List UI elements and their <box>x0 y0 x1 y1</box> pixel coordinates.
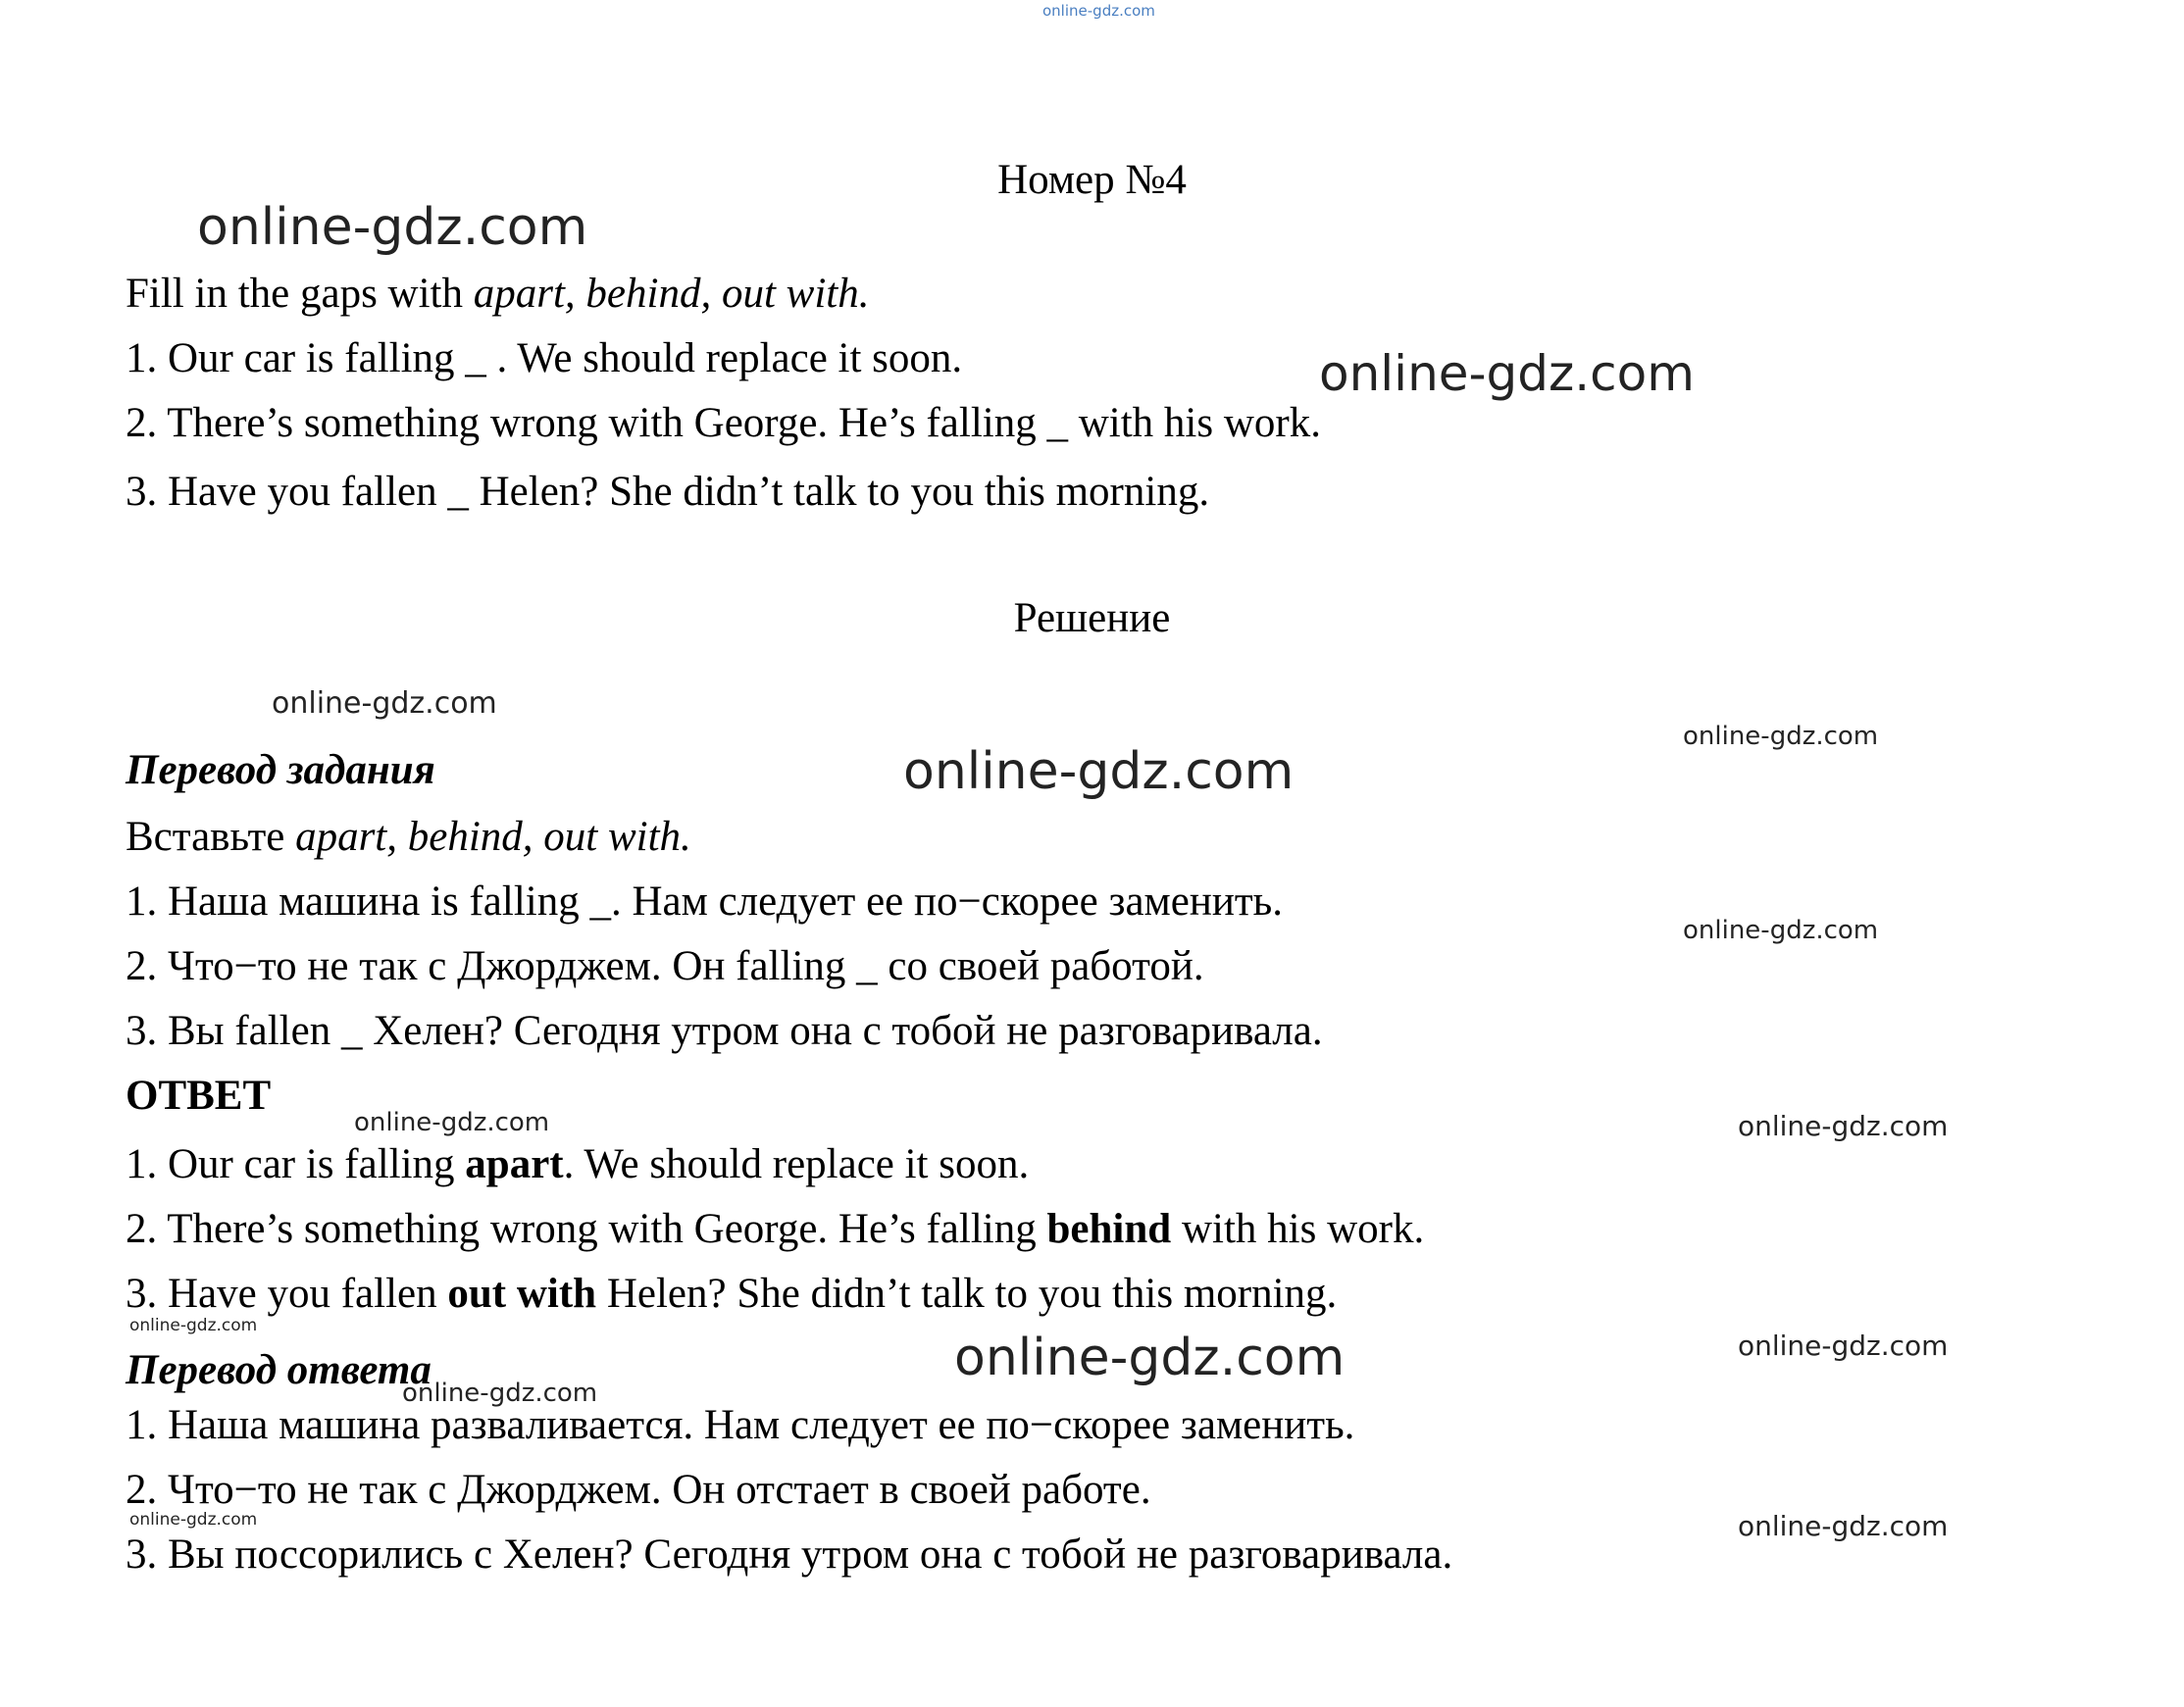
answer-item-2-before: 2. There’s something wrong with George. He’s falling <box>126 1206 1047 1252</box>
translation-instruction-italic: apart, behind, out with. <box>295 814 691 860</box>
watermark-top: online-gdz.com <box>1042 2 1155 20</box>
answer-item-1-after: . We should replace it soon. <box>563 1141 1030 1187</box>
watermark-8: online-gdz.com <box>1738 1110 1949 1142</box>
translation-item-3: 3. Вы fallen _ Хелен? Сегодня утром она с тобой не разговаривала. <box>126 1008 1323 1054</box>
watermark-7: online-gdz.com <box>354 1108 550 1137</box>
answer-item-2-after: with his work. <box>1171 1206 1425 1252</box>
watermark-9: online-gdz.com <box>129 1316 258 1335</box>
task-instruction <box>126 267 869 321</box>
watermark-13: online-gdz.com <box>129 1510 258 1530</box>
task-instruction-italic: apart, behind, out with. <box>473 271 870 317</box>
watermark-2: online-gdz.com <box>1319 345 1695 402</box>
answer-item-3 <box>126 1267 1337 1321</box>
answer-item-2 <box>126 1202 1424 1256</box>
answer-heading: ОТВЕТ <box>126 1073 272 1119</box>
answer-translation-item-3: 3. Вы поссорились с Хелен? Сегодня утром она с тобой не разговаривала. <box>126 1531 1453 1578</box>
answer-item-1 <box>126 1137 1029 1191</box>
watermark-3: online-gdz.com <box>272 686 497 721</box>
translation-item-1: 1. Наша машина is falling _. Нам следует ее по−скорее заменить. <box>126 879 1284 925</box>
answer-translation-item-1: 1. Наша машина разваливается. Нам следует ее по−скорее заменить. <box>126 1402 1355 1448</box>
watermark-14: online-gdz.com <box>1738 1510 1949 1542</box>
answer-translation-item-2: 2. Что−то не так с Джорджем. Он отстает в своей работе. <box>126 1467 1151 1513</box>
watermark-12: online-gdz.com <box>402 1379 598 1408</box>
answer-item-3-before: 3. Have you fallen <box>126 1271 448 1317</box>
answer-item-3-answer: out with <box>447 1271 597 1317</box>
answer-translation-heading: Перевод ответа <box>126 1347 432 1393</box>
answer-item-2-answer: behind <box>1046 1206 1172 1252</box>
watermark-11: online-gdz.com <box>1738 1330 1949 1362</box>
translation-item-2: 2. Что−то не так с Джорджем. Он falling _ со своей работой. <box>126 943 1204 989</box>
watermark-1: online-gdz.com <box>197 198 588 257</box>
page-title: Номер №4 <box>997 157 1187 203</box>
translation-instruction <box>126 810 691 864</box>
translation-heading: Перевод задания <box>126 747 435 793</box>
answer-item-1-before: 1. Our car is falling <box>126 1141 466 1187</box>
task-instruction-plain: Fill in the gaps with <box>126 271 474 317</box>
translation-instruction-plain: Вставьте <box>126 814 296 860</box>
watermark-10: online-gdz.com <box>954 1329 1346 1387</box>
solution-title: Решение <box>1013 595 1171 641</box>
watermark-5: online-gdz.com <box>903 742 1295 801</box>
task-item-2: 2. There’s something wrong with George. He’s falling _ with his work. <box>126 400 1321 446</box>
watermark-4: online-gdz.com <box>1683 722 1879 751</box>
task-item-3: 3. Have you fallen _ Helen? She didn’t talk to you this morning. <box>126 469 1210 515</box>
watermark-6: online-gdz.com <box>1683 916 1879 945</box>
answer-item-3-after: Helen? She didn’t talk to you this morning. <box>596 1271 1338 1317</box>
answer-item-1-answer: apart <box>465 1141 564 1187</box>
task-item-1: 1. Our car is falling _ . We should replace it soon. <box>126 335 963 381</box>
